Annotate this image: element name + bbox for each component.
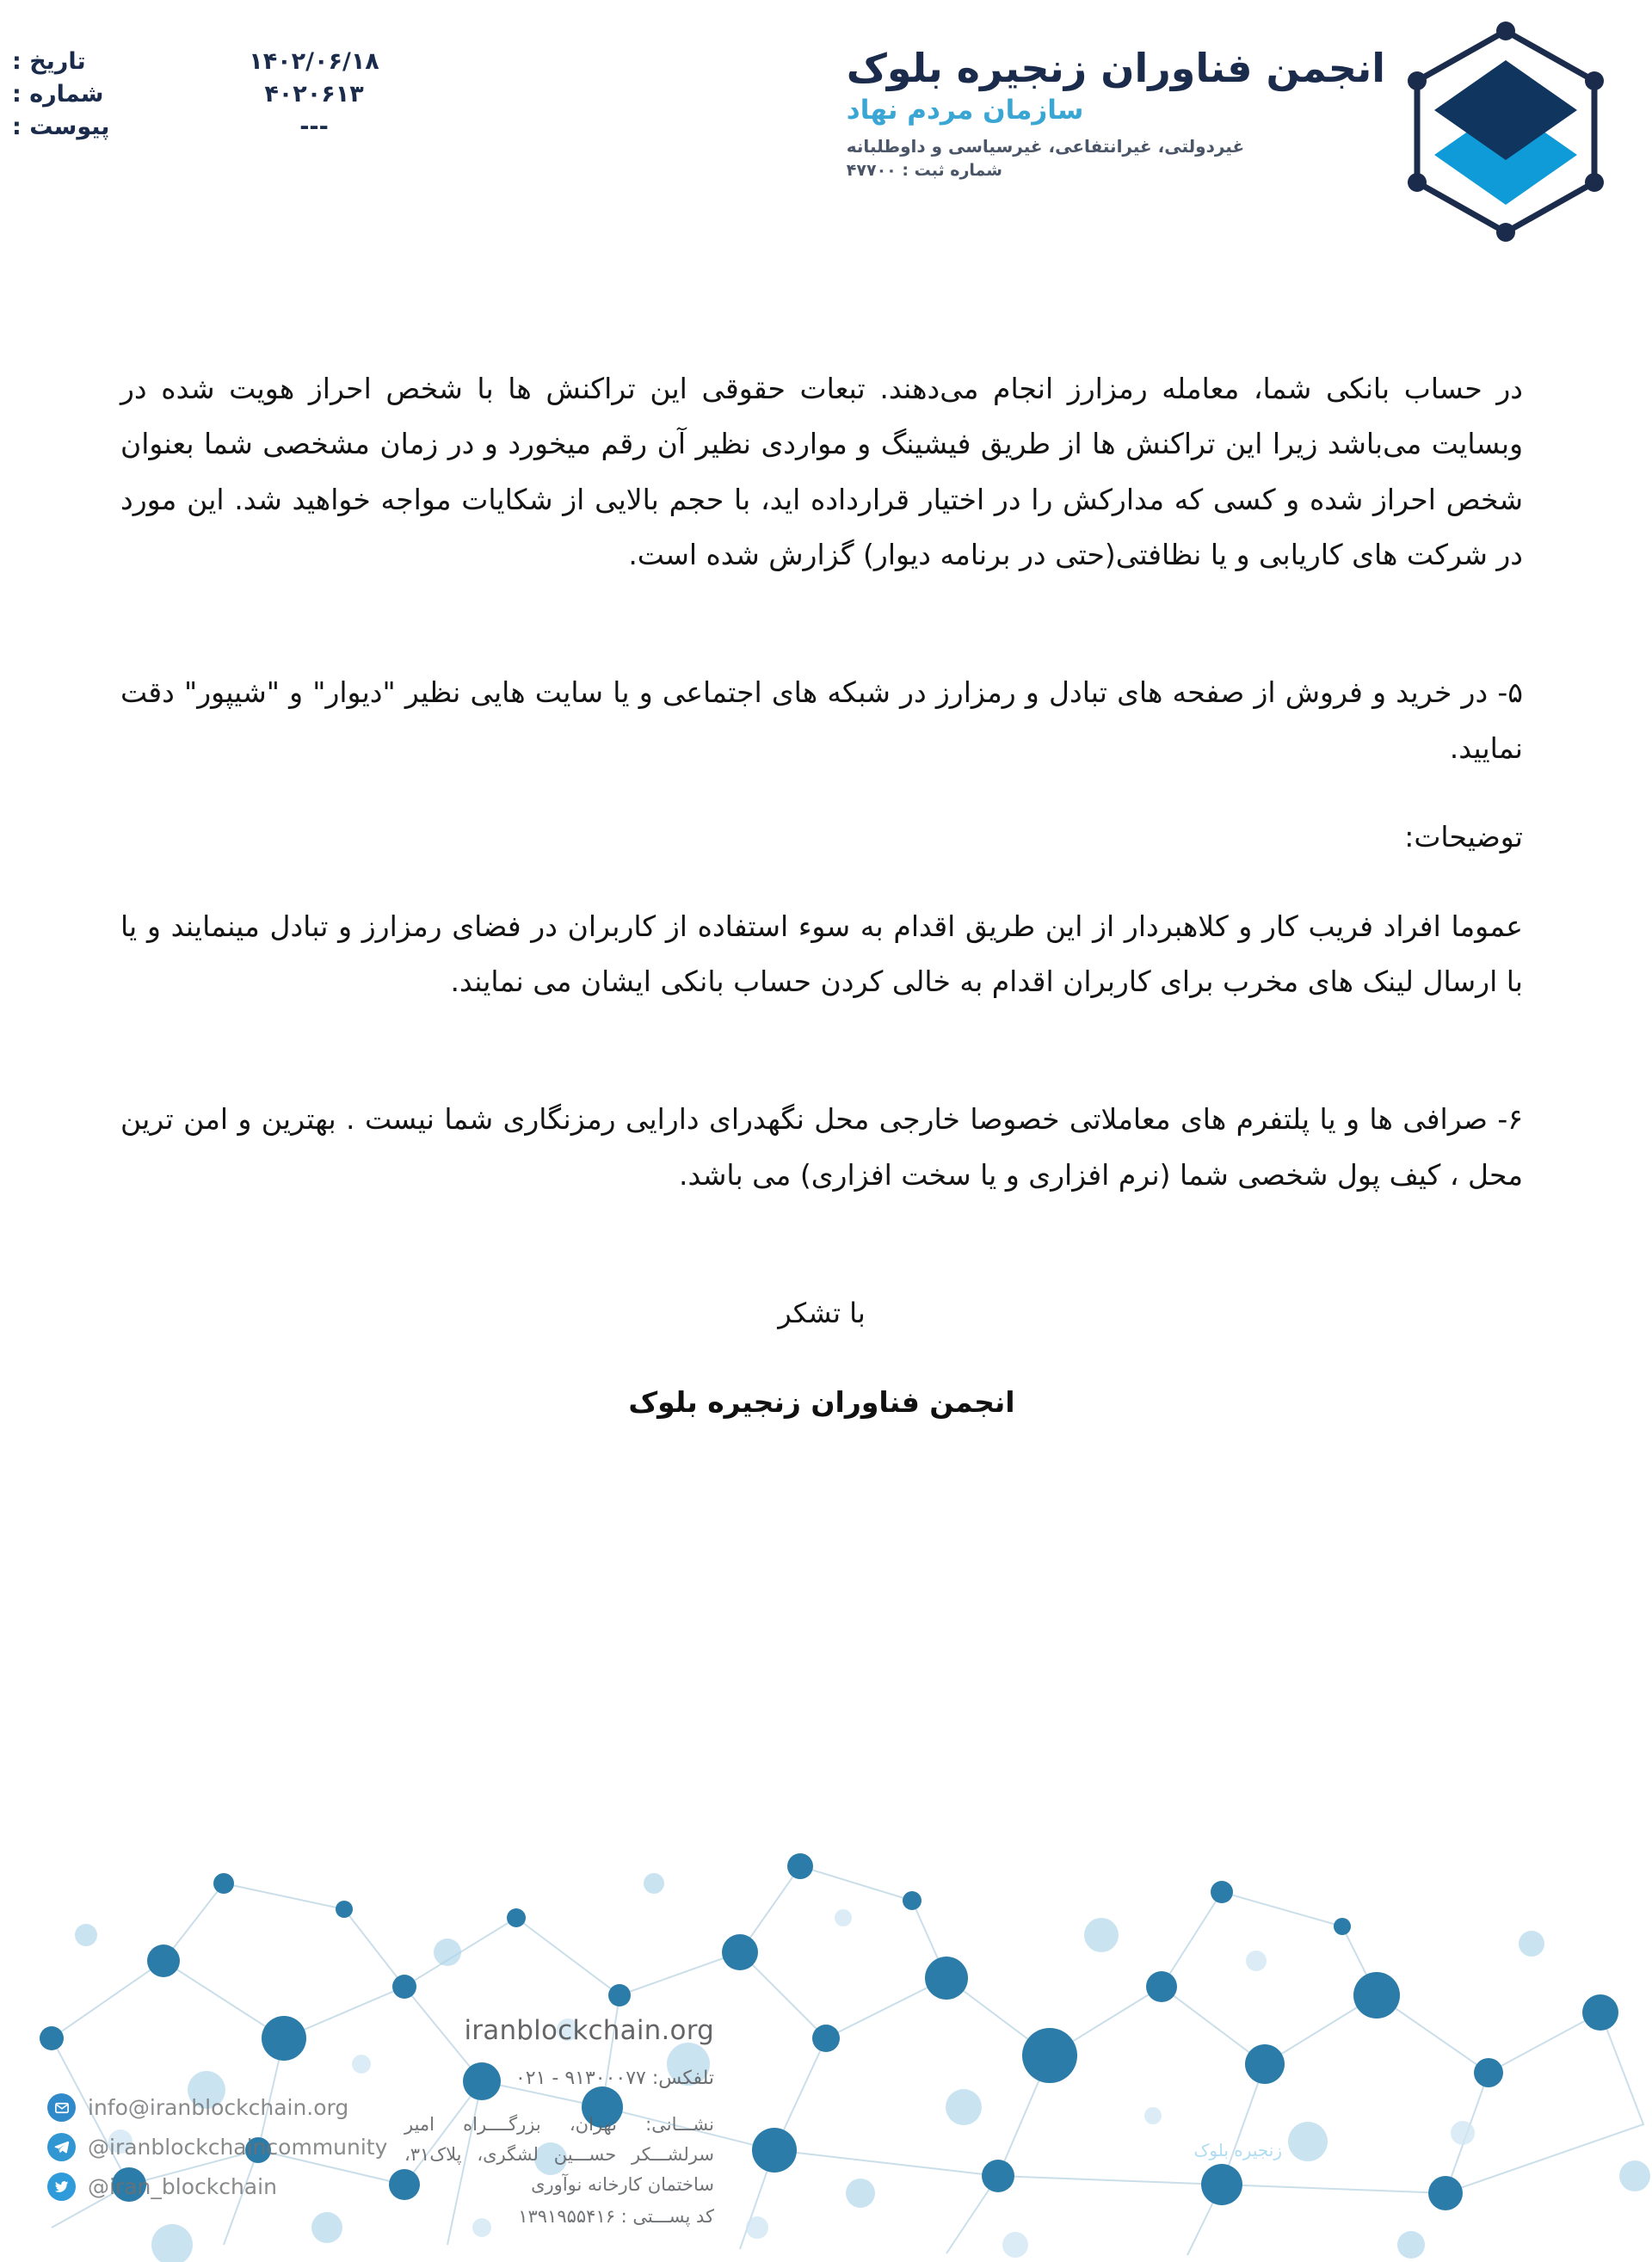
social-link-email[interactable] — [47, 2093, 387, 2122]
social-handle-twitter: @iran_blockchain — [88, 2174, 277, 2199]
meta-value-number: ۴۰۲۰۶۱۳ — [264, 80, 364, 108]
spacer — [120, 1203, 1523, 1285]
organization-registration-number: شماره ثبت : ۴۷۷۰۰ — [846, 160, 1002, 180]
explanations-text: عموما افراد فریب کار و کلاهبردار از این طریق اقدام به سوء استفاده از کاربران در فضای رمزارز و تبادل مینمایند و یا با ارسال لینک های مخرب برای کاربران اقدام به خالی کردن حساب بانکی ایشان می نمایند. — [120, 909, 1523, 999]
phone-fax-line: تلفکس: ۹۱۳۰۰۰۷۷ - ۰۲۱ — [515, 2068, 714, 2090]
postal-address: نشـــانی: تهران، بزرگــــراه امیر سرلشـــکر حســـین لشگری، پلاک۳۱، ساختمان کارخانه نوآوری — [404, 2113, 714, 2195]
postal-code: کد پســـتی : ۱۳۹۱۹۵۵۴۱۶ — [518, 2206, 714, 2228]
website-url[interactable]: iranblockchain.org — [464, 2015, 714, 2047]
blockchain-hexagon-logo — [1390, 12, 1622, 253]
spacer — [120, 865, 1523, 899]
closing-signature: انجمن فناوران زنجیره بلوک — [628, 1385, 1015, 1420]
spacer — [120, 1009, 1523, 1092]
organization-subtitle: سازمان مردم نهاد — [846, 95, 1084, 126]
meta-row-number — [0, 77, 482, 110]
organization-identity — [847, 45, 1385, 182]
twitter-icon — [47, 2173, 76, 2201]
meta-row-date — [0, 45, 482, 77]
closing-thanks: با تشکر — [778, 1297, 866, 1330]
list-item-6: ۶- صرافی ها و یا پلتفرم های معاملاتی خصوصا خارجی محل نگهدرای دارایی رمزنگاری شما نیست . بهترین و امن ترین محل ، کیف پول شخصی شما (نرم افزاری و یا سخت افزاری) می باشد. — [120, 1102, 1523, 1192]
social-handle-email: info@iranblockchain.org — [88, 2095, 349, 2120]
social-handle-telegram: @iranblockchaincommunity — [88, 2135, 388, 2160]
social-links — [47, 2093, 387, 2212]
meta-value-attachment: --- — [299, 113, 329, 140]
meta-label-attachment: پیوست : — [12, 113, 110, 140]
explanations-label: توضیحات: — [1404, 820, 1523, 854]
meta-label-number: شماره : — [12, 80, 104, 108]
list-item-5: ۵- در خرید و فروش از صفحه های تبادل و رمزارز در شبکه های اجتماعی و یا سایت هایی نظیر "دیوار" و "شیپور" دقت نمایید. — [120, 675, 1523, 765]
letter-meta-fields — [0, 45, 482, 143]
social-link-telegram[interactable] — [47, 2133, 387, 2161]
meta-value-date: ۱۴۰۲/۰۶/۱۸ — [249, 47, 379, 75]
social-link-twitter[interactable] — [47, 2173, 387, 2201]
email-icon — [47, 2093, 76, 2122]
footer-contact-block — [404, 2015, 714, 2232]
letter-body — [120, 361, 1523, 1419]
paragraph-continued: در حساب بانکی شما، معامله رمزارز انجام می‌دهند. تبعات حقوقی این تراکنش ها با شخص احراز هویت شده در وبسایت می‌باشد زیرا این تراکنش ها از طریق فیشینگ و مواردی نظیر آن رقم میخورد و در زمان مشخصی شما بعنوان شخص احراز شده و کسی که مدارکش را در اختیار قرارداده اید، با حجم بالایی از شکایات مواجه خواهید شد. این مورد در شرکت های کاریابی و یا نظافتی(حتی در برنامه دیوار) گزارش شده است. — [120, 372, 1523, 572]
spacer — [120, 776, 1523, 810]
footer — [0, 1780, 1652, 2262]
organization-tagline: غیردولتی، غیرانتفاعی، غیرسیاسی و داوطلبانه — [846, 135, 1245, 157]
spacer — [120, 582, 1523, 665]
organization-name: انجمن فناوران زنجیره بلوک — [846, 45, 1385, 91]
telegram-icon — [47, 2133, 76, 2161]
letterhead — [0, 0, 1652, 258]
footer-watermark: زنجیره بلوک — [1193, 2140, 1282, 2160]
meta-row-attachment — [0, 110, 482, 143]
meta-label-date: تاریخ : — [12, 47, 86, 75]
